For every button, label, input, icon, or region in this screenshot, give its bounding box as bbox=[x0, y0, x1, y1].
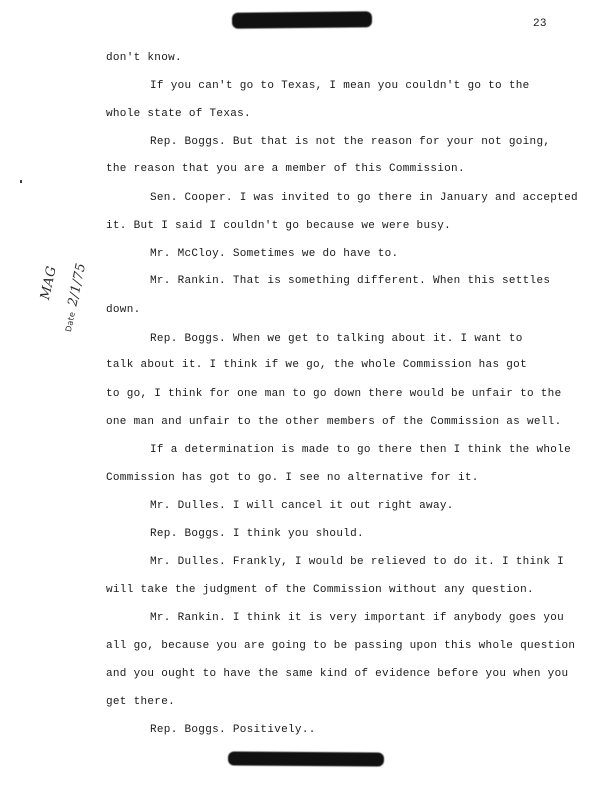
text-line: Rep. Boggs. When we get to talking about it. I want to bbox=[150, 333, 523, 345]
text-line: Rep. Boggs. I think you should. bbox=[150, 528, 364, 540]
text-line: Sen. Cooper. I was invited to go there in January and accepted bbox=[150, 192, 578, 204]
redaction-bar-top bbox=[232, 11, 372, 28]
text-line: get there. bbox=[106, 696, 176, 708]
text-line: Mr. Dulles. I will cancel it out right away. bbox=[150, 500, 454, 512]
text-line: and you ought to have the same kind of evidence before you when you bbox=[106, 668, 569, 680]
text-line: one man and unfair to the other members of the Commission as well. bbox=[106, 416, 562, 428]
text-line: talk about it. I think if we go, the whole Commission has got bbox=[106, 359, 527, 371]
margin-initials: MAG bbox=[38, 264, 60, 302]
margin-date-label: Date bbox=[63, 310, 77, 333]
text-line: all go, because you are going to be passing upon this whole question bbox=[106, 640, 576, 652]
text-line: If you can't go to Texas, I mean you couldn't go to the bbox=[150, 80, 530, 92]
margin-date bbox=[60, 262, 89, 333]
text-line: If a determination is made to go there then I think the whole bbox=[150, 444, 571, 456]
text-line: Mr. Dulles. Frankly, I would be relieved to do it. I think I bbox=[150, 556, 565, 568]
text-line: will take the judgment of the Commission without any question. bbox=[106, 584, 534, 596]
margin-date-value: 2/1/75 bbox=[65, 261, 90, 308]
text-line: Mr. McCloy. Sometimes we do have to. bbox=[150, 248, 399, 260]
text-line: it. But I said I couldn't go because we were busy. bbox=[106, 220, 452, 232]
text-line: Rep. Boggs. Positively.. bbox=[150, 724, 316, 736]
text-line: to go, I think for one man to go down there would be unfair to the bbox=[106, 388, 562, 400]
text-line: down. bbox=[106, 304, 141, 316]
margin-mark bbox=[20, 180, 22, 183]
text-line: don't know. bbox=[106, 52, 182, 64]
text-line: Commission has got to go. I see no alternative for it. bbox=[106, 472, 479, 484]
text-line: Mr. Rankin. I think it is very important if anybody goes you bbox=[150, 612, 565, 624]
text-line: the reason that you are a member of this Commission. bbox=[106, 163, 465, 175]
text-line: whole state of Texas. bbox=[106, 108, 251, 120]
text-line: Rep. Boggs. But that is not the reason for your not going, bbox=[150, 136, 551, 148]
redaction-bar-bottom bbox=[228, 751, 384, 766]
text-line: Mr. Rankin. That is something different. When this settles bbox=[150, 275, 551, 287]
page-number: 23 bbox=[533, 18, 547, 30]
